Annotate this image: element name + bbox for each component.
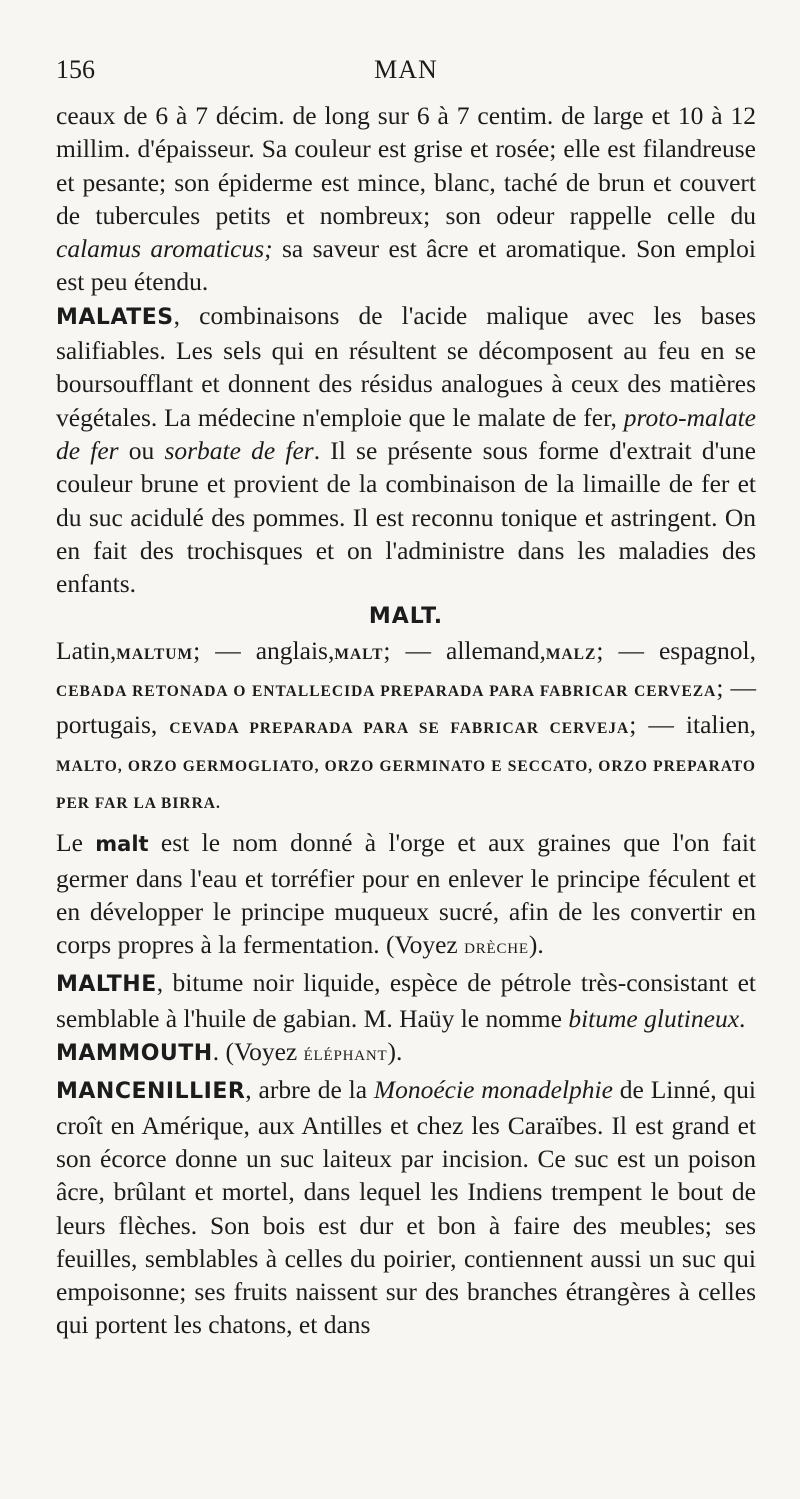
page-number: 156 <box>56 55 95 84</box>
entry-italic: Monoécie monadelphie <box>373 1075 613 1105</box>
entry-italic: sorbate de fer <box>164 435 314 465</box>
entry-malates <box>56 299 756 601</box>
entry-text: , arbre de la <box>245 1075 374 1105</box>
running-head: MAN <box>374 55 438 84</box>
cross-reference: ÉLÉPHANT <box>303 1048 388 1065</box>
lang-term: CEVADA PREPARADA PARA SE FABRICAR CERVEJA <box>169 720 630 738</box>
lang-term: MALTO, ORZO GERMOGLIATO, ORZO GERMINATO E SECCATO, ORZO PREPARATO PER FAR LA BIRRA. <box>56 757 756 812</box>
lang-label: ; — anglais, <box>193 635 335 665</box>
entry-italic: calamus aromaticus; <box>56 234 273 264</box>
lang-term: MALZ <box>545 645 597 663</box>
page-body <box>56 99 756 1342</box>
entry-text: est le nom donné à l'orge et aux graines que l'on fait germer dans l'eau et torréfier pour en enlever le principe féculent et en développer le principe muqueux sucré, afin de les convertir en corps propres à la fermentation. (Voyez <box>56 828 756 960</box>
entry-text: ). <box>528 930 544 960</box>
lang-term: MALT <box>334 645 384 663</box>
entry-text: . (Voyez <box>212 1037 304 1067</box>
entry-malt-languages <box>56 634 756 820</box>
entry-italic: bitume glutineux <box>568 1003 740 1033</box>
entry-text: , combinaisons de l'acide malique avec les bases salifiables. Les sels qui en résultent se décomposent au feu en se boursoufflant et donnent des résidus analogues à ceux des matières végétales. La médecine n'emploie que le malate de fer, <box>56 300 756 432</box>
lang-label: ; — portugais, <box>56 673 756 740</box>
entry-text: , bitume noir liquide, espèce de pétrole très-consistant et semblable à l'huile de gabian. M. Haüy le nomme <box>56 968 756 1033</box>
entry-continuation <box>56 99 756 299</box>
entry-malt-definition <box>56 826 756 966</box>
entry-mammouth <box>56 1035 756 1073</box>
entry-headword: MANCENILLIER <box>56 1079 246 1105</box>
lang-label: ; — allemand, <box>383 635 546 665</box>
lang-term: CEBADA RETONADA O ENTALLECIDA PREPARADA PARA FABRICAR CERVEZA <box>56 683 717 701</box>
entry-text: ceaux de 6 à 7 décim. de long sur 6 à 7 centim. de large et 10 à 12 millim. d'épaisseur. Sa couleur est grise et rosée; elle est filandreuse et pesante; son épiderme est mince, blanc, taché de brun et couvert de tubercules petits et nombreux; son odeur rappelle celle du <box>56 101 756 230</box>
entry-mancenillier <box>56 1073 756 1341</box>
entry-headword: MALTHE <box>56 972 157 998</box>
entry-headword: MALATES <box>56 304 174 330</box>
page-header <box>56 55 756 95</box>
entry-text: Le <box>56 828 96 858</box>
entry-headword: MAMMOUTH <box>56 1041 213 1067</box>
lang-label: ; — italien, <box>629 710 757 740</box>
entry-text: sa saveur est âcre et aromatique. Son emploi est peu étendu. <box>56 234 756 297</box>
entry-term: malt <box>95 832 149 857</box>
lang-label: ; — espagnol, <box>596 635 756 665</box>
lang-term: MALTUM <box>116 645 194 663</box>
entry-text: ). <box>387 1037 403 1067</box>
entry-malthe <box>56 966 756 1035</box>
entry-text: . <box>739 1003 746 1033</box>
lang-label: Latin, <box>56 635 117 665</box>
cross-reference: DRÈCHE <box>464 941 529 958</box>
entry-text: . Il se présente sous forme d'extrait d'une couleur brune et provient de la combinaison de la limaille de fer et du suc acidulé des pommes. Il est reconnu tonique et astringent. On en fait des trochisques et on l'administre dans les maladies des enfants. <box>56 435 756 599</box>
entry-italic: proto-malate de fer <box>56 402 756 465</box>
entry-malt-title: MALT. <box>368 604 444 630</box>
entry-text: de Linné, qui croît en Amérique, aux Antilles et chez les Caraïbes. Il est grand et son écorce donne un suc laiteux par incision. Ce suc est un poison âcre, brûlant et mortel, dans lequel les Indiens trempent le bout de leurs flèches. Son bois est dur et bon à faire des meubles; ses feuilles, semblables à celles du poirier, contiennent aussi un suc qui empoisonne; ses fruits naissent sur des branches étrangères à celles qui portent les chatons, et dans <box>56 1075 756 1340</box>
entry-text: ou <box>118 435 165 465</box>
